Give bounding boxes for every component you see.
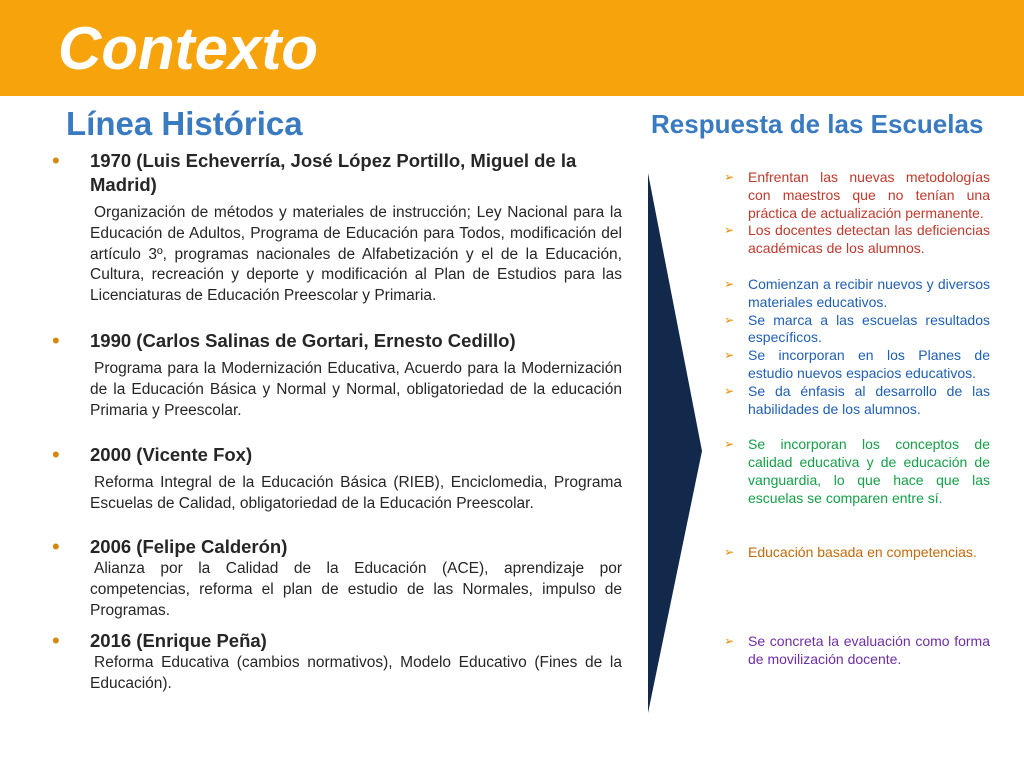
arrow-bullet-icon: ➢ — [724, 634, 735, 649]
period-heading: 2000 (Vicente Fox) — [90, 444, 253, 466]
timeline-period-2006 — [52, 535, 622, 621]
period-description: Programa para la Modernización Educativa, Acuerdo para la Modernización de la Educación Básica y Normal y Normal, obligatoriedad de la educación Primaria y Preescolar. — [90, 359, 622, 419]
period-description: Alianza por la Calidad de la Educación (ACE), aprendizaje por competencias, reforma el plan de estudio de las Normales, impulso de Programas. — [90, 559, 622, 619]
timeline-list — [52, 149, 622, 695]
arrow-chevron-icon — [646, 173, 702, 713]
timeline-heading: Línea Histórica — [66, 105, 303, 142]
bullet-icon: • — [52, 442, 60, 468]
response-group-2 — [722, 276, 990, 418]
response-group-4 — [722, 544, 990, 562]
response-item — [722, 312, 990, 348]
response-item — [722, 276, 990, 312]
timeline-period-2016 — [52, 629, 622, 695]
response-group-1 — [722, 169, 990, 258]
response-group-3 — [722, 436, 990, 507]
arrow-bullet-icon: ➢ — [724, 312, 735, 327]
response-item — [722, 436, 990, 507]
schools-response-list — [722, 169, 990, 669]
slide-title: Contexto — [58, 15, 318, 82]
response-text: Se da énfasis al desarrollo de las habilidades de los alumnos. — [748, 382, 990, 417]
arrow-bullet-icon: ➢ — [724, 348, 735, 363]
period-heading: 2016 (Enrique Peña) — [90, 630, 267, 652]
response-text: Educación basada en competencias. — [748, 543, 977, 560]
response-item — [722, 544, 990, 562]
response-text: Se marca a las escuelas resultados específicos. — [748, 311, 990, 346]
period-description: Reforma Integral de la Educación Básica (RIEB), Enciclomedia, Programa Escuelas de Calidad, obligatoriedad de la Educación Preescolar. — [90, 474, 622, 513]
response-item — [722, 222, 990, 258]
timeline-period-2000 — [52, 443, 622, 515]
period-heading: 2006 (Felipe Calderón) — [90, 535, 288, 557]
response-group-5 — [722, 633, 990, 669]
bullet-icon: • — [52, 327, 60, 353]
arrow-bullet-icon: ➢ — [724, 170, 735, 184]
response-text: Los docentes detectan las deficiencias académicas de los alumnos. — [748, 222, 990, 257]
timeline-period-1990 — [52, 329, 622, 421]
arrow-bullet-icon: ➢ — [724, 223, 735, 238]
arrow-bullet-icon: ➢ — [724, 276, 735, 291]
timeline-period-1970 — [52, 149, 622, 307]
response-item — [722, 633, 990, 669]
header-bar — [0, 0, 1024, 96]
response-text: Se incorporan los conceptos de calidad educativa y de educación de vanguardia, lo que hace que las escuelas se comparen entre sí. — [748, 436, 990, 506]
arrow-bullet-icon: ➢ — [724, 383, 735, 398]
response-item — [722, 347, 990, 383]
bullet-icon: • — [52, 628, 60, 654]
response-text: Se incorporan en los Planes de estudio nuevos espacios educativos. — [748, 347, 990, 381]
response-item — [722, 383, 990, 419]
response-item — [722, 169, 990, 222]
response-text: Comienzan a recibir nuevos y diversos materiales educativos. — [748, 275, 990, 310]
bullet-icon: • — [52, 148, 60, 173]
response-text: Enfrentan las nuevas metodologías con maestros que no tenían una práctica de actualización permanente. — [748, 169, 990, 221]
arrow-bullet-icon: ➢ — [724, 544, 735, 559]
response-text: Se concreta la evaluación como forma de movilización docente. — [748, 633, 990, 668]
bullet-icon: • — [52, 533, 60, 559]
schools-response-heading: Respuesta de las Escuelas — [651, 109, 984, 139]
period-description: Organización de métodos y materiales de instrucción; Ley Nacional para la Educación de Adultos, Programa de Educación para Todos, modificación del artículo 3º, programas nacionales de Alfabetización y el de la Educación, Cultura, recreación y deporte y modificación al Plan de Estudios para las Licenciaturas de Educación Preescolar y Primaria. — [90, 204, 622, 305]
arrow-bullet-icon: ➢ — [724, 437, 735, 452]
period-heading: 1990 (Carlos Salinas de Gortari, Ernesto Cedillo) — [90, 329, 516, 351]
period-description: Reforma Educativa (cambios normativos), Modelo Educativo (Fines de la Educación). — [90, 654, 622, 693]
arrow-shape — [648, 173, 702, 713]
period-heading: 1970 (Luis Echeverría, José López Portillo, Miguel de la Madrid) — [90, 150, 577, 195]
